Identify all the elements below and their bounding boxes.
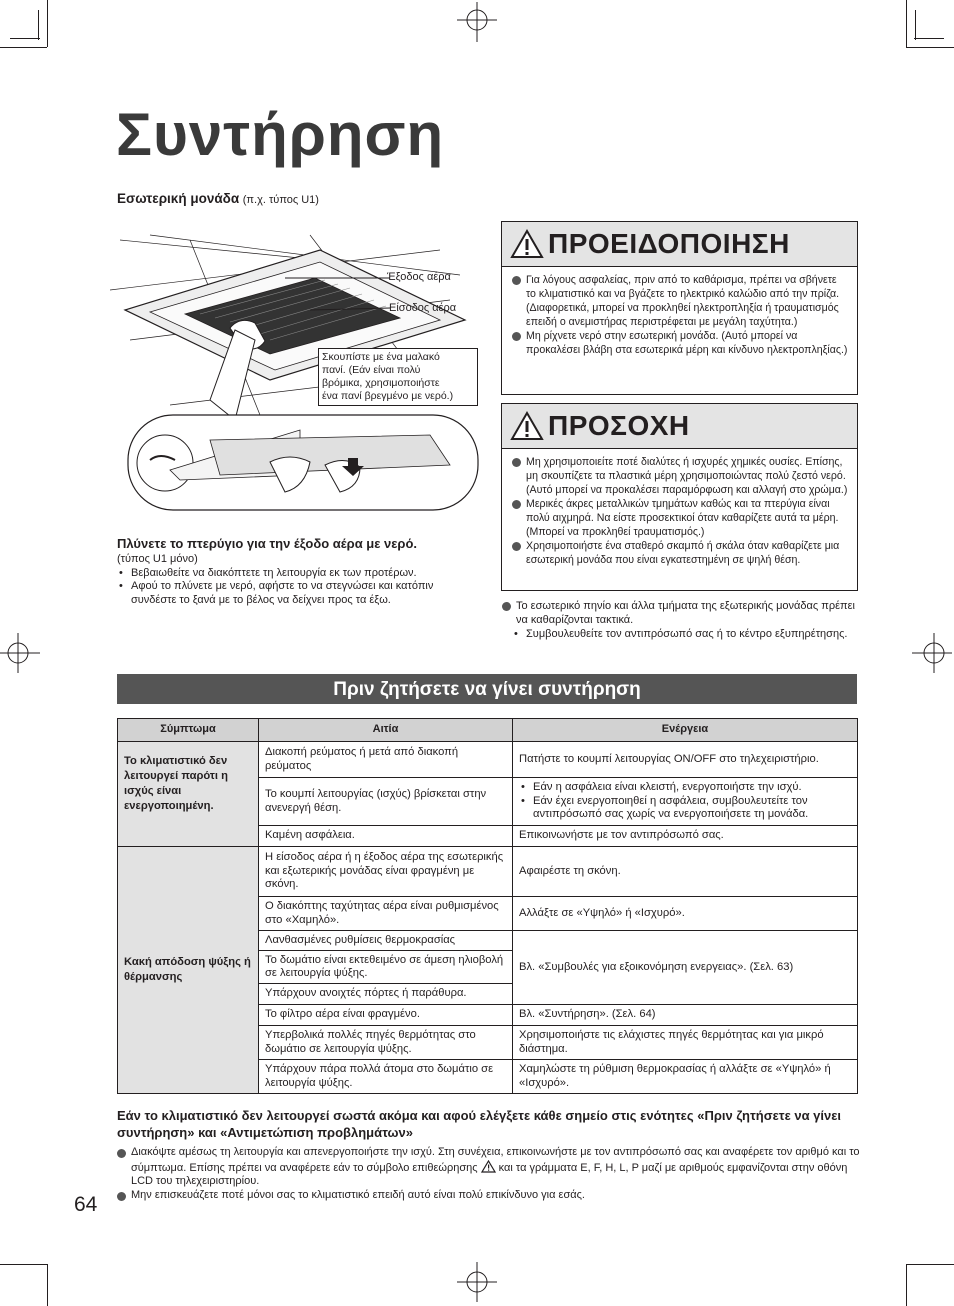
crop-mark: [38, 10, 39, 40]
symptom-cell: Το κλιματιστικό δεν λειτουργεί παρότι η ισχύς είναι ενεργοποιημένη.: [118, 742, 259, 847]
caution-triangle-icon: [510, 411, 544, 441]
crop-mark: [0, 1264, 47, 1265]
crop-mark: [906, 1264, 907, 1306]
indoor-unit-heading: Εσωτερική μονάδα: [117, 191, 240, 206]
cause-cell: Υπερβολικά πολλές πηγές θερμότητας στο δωμάτιο σε λειτουργία ψύξης.: [259, 1026, 513, 1060]
table-row: [118, 742, 858, 778]
warning-item: Για λόγους ασφαλείας, πριν από το καθάρισμα, πρέπει να σβήνετε το κλιματιστικό και να βγάζετε το ηλεκτρικό καλώδιο από την πρίζα. (Διαφορετικά, μπορεί να προκληθεί ηλεκτροπληξία ή τραυματισμός επειδή ο ανεμιστήρας περιστρέφεται με μεγάλη ταχύτητα.): [512, 273, 849, 329]
cause-cell: Το φίλτρο αέρα είναι φραγμένο.: [259, 1005, 513, 1026]
action-cell: Αλλάξτε σε «Υψηλό» ή «Ισχυρό».: [513, 897, 858, 931]
caution-item: Χρησιμοποιήστε ένα σταθερό σκαμπό ή σκάλα όταν καθαρίζετε μια εσωτερική μονάδα που είναι εγκατεστημένη σε ψηλή θέση.: [512, 539, 849, 567]
warning-body: [502, 267, 857, 363]
warning-box: [501, 221, 858, 395]
indoor-unit-illustration: [110, 230, 480, 515]
wipe-note-line: βρόμικα, χρησιμοποιήστε: [322, 377, 440, 389]
crop-mark: [914, 38, 944, 39]
closing-title: Εάν το κλιματιστικό δεν λειτουργεί σωστά ακόμα και αφού ελέγξετε κάθε σημείο στις ενότητες «Πριν ζητήσετε να γίνει συντήρηση» και «Αντιμετώπιση προβλημάτων»: [117, 1108, 842, 1140]
closing-item: Μην επισκευάζετε ποτέ μόνοι σας το κλιματιστικό επειδή αυτό είναι πολύ επικίνδυνο για εσάς.: [117, 1189, 862, 1203]
wash-louver-text: [117, 553, 467, 607]
action-item: • Εάν έχει ενεργοποιηθεί η ασφάλεια, συμβουλευτείτε τον αντιπρόσωπό σας χωρίς να ενεργοποιήσετε τη μονάδα.: [519, 795, 851, 822]
column-header: Ενέργεια: [513, 719, 858, 742]
crop-mark: [0, 47, 47, 48]
cause-cell: Το κουμπί λειτουργίας (ισχύς) βρίσκεται στην ανενεργή θέση.: [259, 778, 513, 826]
action-cell: Βλ. «Συμβουλές για εξοικονόμηση ενεργειας». (Σελ. 63): [513, 931, 858, 1005]
cause-cell: Υπάρχουν πάρα πολλά άτομα στο δωμάτιο σε λειτουργία ψύξης.: [259, 1060, 513, 1094]
wipe-note-line: ένα πανί βρεγμένο με νερό.): [322, 390, 454, 402]
registration-mark-icon: [457, 1262, 497, 1302]
caution-title: ΠΡΟΣΟΧΗ: [548, 410, 690, 441]
warning-header: [502, 222, 857, 267]
caution-item: Μερικές άκρες μεταλλικών τμημάτων καθώς και τα πτερύγια είναι πολύ αιχμηρά. Να είστε προσεκτικοί όταν καθαρίζετε αυτά τα μέρη. (Μπορεί να προκληθεί τραυματισμός.): [512, 497, 849, 539]
wash-louver-item: • Αφού το πλύνετε με νερό, αφήστε το να στεγνώσει και κατόπιν συνδέστε το ξανά με το βέλος να δείχνει προς τα έξω.: [117, 580, 467, 607]
warning-item: Μη ρίχνετε νερό στην εσωτερική μονάδα. (Αυτό μπορεί να προκαλέσει βλάβη στα εσωτερικά μέρη και κίνδυνο ηλεκτροπληξίας.): [512, 329, 849, 357]
registration-mark-icon: [912, 633, 952, 673]
wash-louver-title: Πλύνετε το πτερύγιο για την έξοδο αέρα με νερό.: [117, 536, 418, 551]
outdoor-note-sub: • Συμβουλευθείτε τον αντιπρόσωπό σας ή το κέντρο εξυπηρέτησης.: [512, 627, 858, 641]
crop-mark: [906, 0, 907, 47]
wipe-note-line: Σκουπίστε με ένα μαλακό: [322, 351, 440, 363]
crop-mark: [906, 1264, 954, 1265]
wash-louver-note: (τύπος U1 μόνο): [117, 553, 198, 565]
crop-mark: [10, 38, 40, 39]
column-header: Σύμπτωμα: [118, 719, 259, 742]
troubleshooting-table: [117, 718, 858, 1094]
air-inlet-label: Είσοδος αέρα: [389, 302, 457, 314]
section-title: Πριν ζητήσετε να γίνει συντήρηση: [117, 674, 857, 704]
warning-triangle-icon: [510, 229, 544, 259]
caution-box: [501, 403, 858, 591]
wipe-note: [318, 348, 478, 406]
crop-mark: [47, 0, 48, 47]
page-number: 64: [74, 1193, 98, 1216]
page-title: Συντήρηση: [116, 101, 445, 168]
cause-cell: Διακοπή ρεύματος ή μετά από διακοπή ρεύματος: [259, 742, 513, 778]
air-outlet-label: Έξοδος αέρα: [387, 271, 451, 283]
caution-body: [502, 449, 857, 573]
action-cell: Βλ. «Συντήρηση». (Σελ. 64): [513, 1005, 858, 1026]
outdoor-note: [502, 599, 858, 641]
warning-title: ΠΡΟΕΙΔΟΠΟΙΗΣΗ: [548, 228, 790, 259]
crop-mark: [906, 47, 954, 48]
action-cell: Πατήστε το κουμπί λειτουργίας ON/OFF στο τηλεχειριστήριο.: [513, 742, 858, 778]
indoor-unit-note: (π.χ. τύπος U1): [242, 194, 319, 206]
action-cell: Αφαιρέστε τη σκόνη.: [513, 847, 858, 897]
cause-cell: Λανθασμένες ρυθμίσεις θερμοκρασίας: [259, 931, 513, 951]
closing-item-text: και τα γράμματα E, F, H, L, P μαζί με αριθμούς εμφανίζονται στην οθόνη LCD του τηλεχειριστηρίου.: [131, 1161, 848, 1187]
table-header-row: [118, 719, 858, 742]
caution-header: [502, 404, 857, 449]
closing-item: [117, 1146, 862, 1189]
crop-mark: [47, 1264, 48, 1306]
wash-louver-item: • Βεβαιωθείτε να διακόπτετε τη λειτουργία εκ των προτέρων.: [117, 567, 467, 581]
caution-item: Μη χρησιμοποιείτε ποτέ διαλύτες ή ισχυρές χημικές ουσίες. Επίσης, μη σκουπίζετε τα πλαστικά μέρη χρησιμοποιώντας πολύ ζεστό νερό. (Αυτό μπορεί να προκαλέσει παραμόρφωση και αλλαγή στο χρώμα.): [512, 455, 849, 497]
cause-cell: Υπάρχουν ανοιχτές πόρτες ή παράθυρα.: [259, 984, 513, 1005]
crop-mark: [915, 10, 916, 40]
action-cell: [513, 778, 858, 826]
closing-item-text: Διακόψτε αμέσως τη λειτουργία και απενεργοποιήστε την ισχύ. Στη συνέχεια, επικοινωνήστε με τον αντιπρόσωπό σας και αναφέρετε τον αριθμό και το σύμπτωμα. Επίσης πρέπει να αναφέρετε εάν το σύμβολο επιθεώρησης: [131, 1146, 860, 1174]
cause-cell: Η είσοδος αέρα ή η έξοδος αέρα της εσωτερικής και εξωτερικής μονάδας είναι φραγμένη με σκόνη.: [259, 847, 513, 897]
inspection-symbol-icon: [481, 1160, 496, 1173]
table-row: [118, 847, 858, 897]
column-header: Αιτία: [259, 719, 513, 742]
outdoor-note-text: Το εσωτερικό πηνίο και άλλα τμήματα της εξωτερικής μονάδας πρέπει να καθαρίζονται τακτικά.: [502, 599, 858, 627]
action-cell: Επικοινωνήστε με τον αντιπρόσωπό σας.: [513, 826, 858, 847]
action-cell: Χαμηλώστε τη ρύθμιση θερμοκρασίας ή αλλάξτε σε «Υψηλό» ή «Ισχυρό».: [513, 1060, 858, 1094]
action-cell: Χρησιμοποιήστε τις ελάχιστες πηγές θερμότητας και για μικρό διάστημα.: [513, 1026, 858, 1060]
registration-mark-icon: [0, 633, 40, 673]
symptom-cell: Κακή απόδοση ψύξης ή θέρμανσης: [118, 847, 259, 1094]
registration-mark-icon: [457, 2, 497, 42]
cause-cell: Ο διακόπτης ταχύτητας αέρα είναι ρυθμισμένος στο «Χαμηλό».: [259, 897, 513, 931]
closing-text: [117, 1146, 862, 1202]
action-item: • Εάν η ασφάλεια είναι κλειστή, ενεργοποιήστε την ισχύ.: [519, 781, 851, 795]
wipe-note-line: πανί. (Εάν είναι πολύ: [322, 364, 421, 376]
indoor-unit-label: [117, 191, 319, 206]
cause-cell: Το δωμάτιο είναι εκτεθειμένο σε άμεση ηλιοβολή σε λειτουργία ψύξης.: [259, 951, 513, 984]
cause-cell: Καμένη ασφάλεια.: [259, 826, 513, 847]
